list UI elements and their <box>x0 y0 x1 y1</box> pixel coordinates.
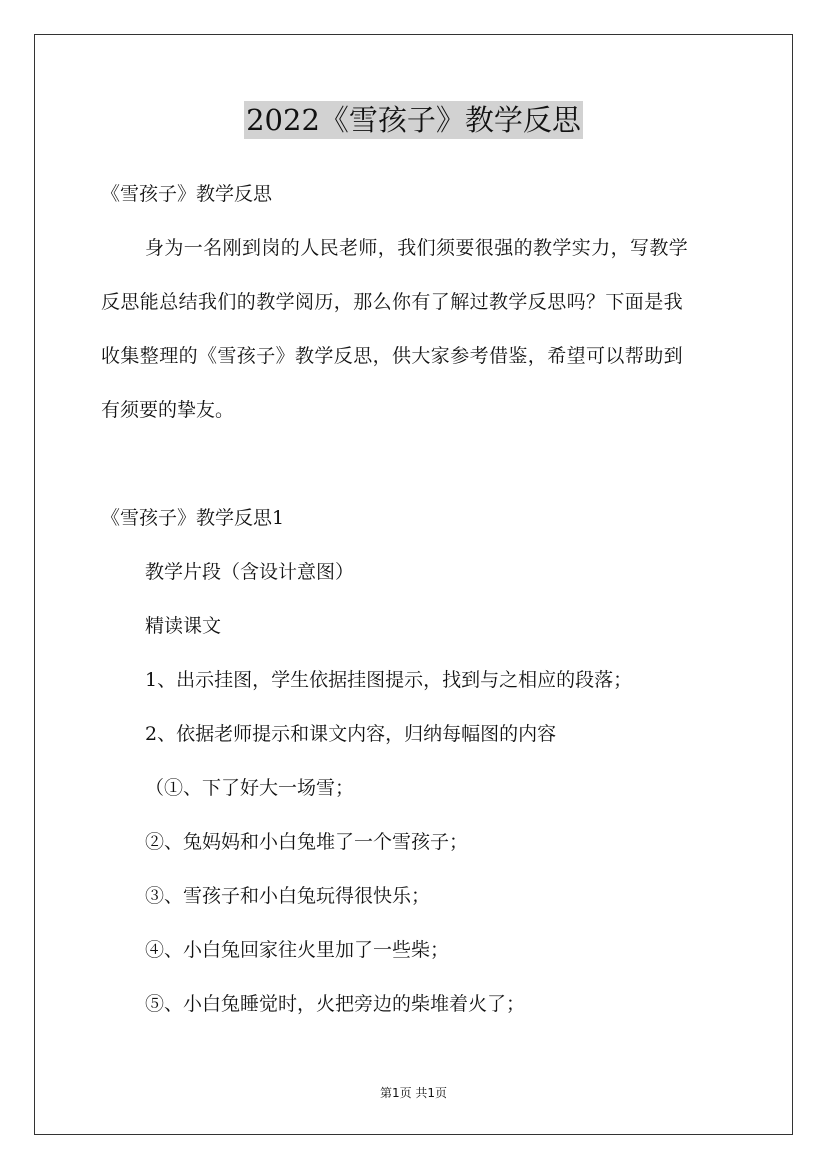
intro-paragraph-line-3: 收集整理的《雪孩子》教学反思，供大家参考借鉴，希望可以帮助到 <box>101 345 684 367</box>
section-line-3: 1、出示挂图，学生依据挂图提示，找到与之相应的段落； <box>145 669 633 691</box>
section-line-7: ③、雪孩子和小白兔玩得很快乐； <box>145 885 431 907</box>
document-title: 2022《雪孩子》教学反思 <box>246 103 581 137</box>
section-line-5: （①、下了好大一场雪； <box>145 777 355 799</box>
section-line-8: ④、小白兔回家往火里加了一些柴； <box>145 939 450 961</box>
page-footer: 第1页 共1页 <box>379 1086 448 1100</box>
section-heading: 《雪孩子》教学反思1 <box>101 507 285 529</box>
intro-paragraph-line-4: 有须要的挚友。 <box>101 399 235 421</box>
section-line-2: 精读课文 <box>145 615 222 637</box>
section-line-4: 2、依据老师提示和课文内容，归纳每幅图的内容 <box>145 723 557 745</box>
intro-paragraph-line-1: 身为一名刚到岗的人民老师，我们须要很强的教学实力，写教学 <box>145 237 689 259</box>
document-title-wrapper <box>0 100 827 140</box>
document-subtitle: 《雪孩子》教学反思 <box>101 183 273 205</box>
section-line-9: ⑤、小白兔睡觉时，火把旁边的柴堆着火了； <box>145 993 526 1015</box>
intro-paragraph-line-2: 反思能总结我们的教学阅历，那么你有了解过教学反思吗？下面是我 <box>101 291 684 313</box>
section-line-1: 教学片段（含设计意图） <box>145 561 355 583</box>
section-line-6: ②、兔妈妈和小白兔堆了一个雪孩子； <box>145 831 469 853</box>
